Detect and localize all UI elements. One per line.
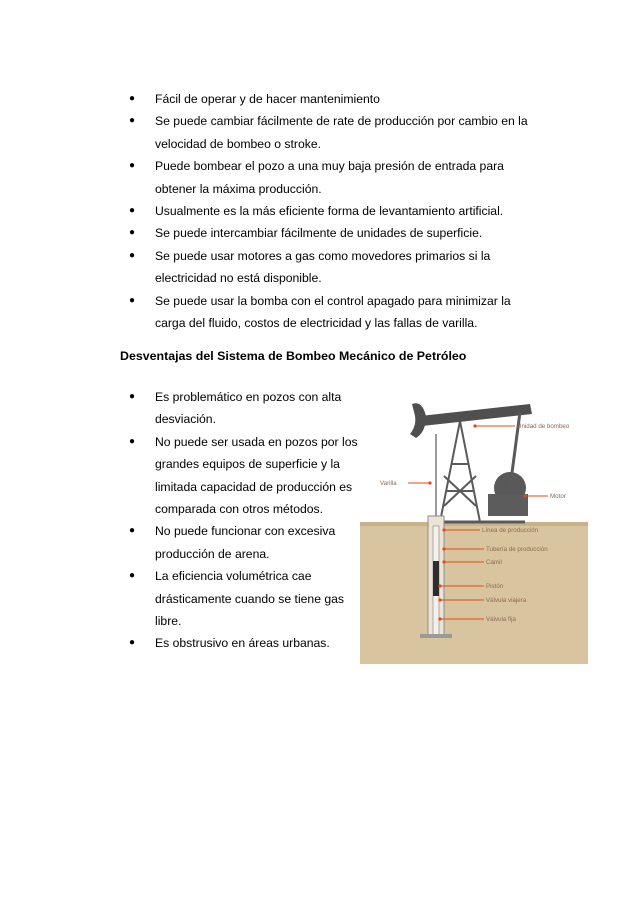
list-item [120,155,540,200]
well-bottom [420,634,452,638]
bullet-icon: ● [129,435,136,447]
disadvantages-list [120,386,360,655]
label-production-tubing: Tubería de producción [486,546,548,553]
list-item-text: No puede funcionar con excesiva producción de arena. [155,524,336,561]
bullet-icon: ● [129,294,136,306]
list-item-text: La eficiencia volumétrica cae drásticamente cuando se tiene gas libre. [155,569,345,629]
bullet-icon: ● [129,227,136,239]
section-heading: Desventajas del Sistema de Bombeo Mecánico de Petróleo [120,349,467,363]
soil-background [360,522,588,664]
bullet-icon: ● [129,637,136,649]
list-item-text: Se puede cambiar fácilmente de rate de producción por cambio en la velocidad de bombeo o stroke. [155,114,528,151]
list-item-text: Es obstrusivo en áreas urbanas. [155,636,330,651]
list-item [120,520,360,565]
label-rod: Varilla [380,480,397,487]
bullet-icon: ● [129,391,136,402]
bullet-icon: ● [129,205,136,217]
bullet-icon: ● [129,160,136,172]
list-item [120,245,540,290]
label-pump-unit: Unidad de bombeo [517,423,570,430]
bullet-icon: ● [129,93,136,104]
list-item [120,565,360,632]
label-production-line: Línea de producción [482,527,539,534]
list-item-text: Se puede usar la bomba con el control apagado para minimizar la carga del fluido, costos de electricidad y las fallas de varilla. [155,293,511,331]
list-item [120,110,540,155]
label-motor: Motor [550,493,566,500]
list-item-text: No puede ser usada en pozos por los grandes equipos de superficie y la limitada capacidad de producción es comparada con otros métodos. [155,434,358,517]
list-item-text: Puede bombear el pozo a una muy baja presión de entrada para obtener la máxima producción. [155,159,504,196]
label-casing: Camil [486,559,502,566]
list-item-text: Usualmente es la más eficiente forma de levantamiento artificial. [155,204,504,219]
list-item [120,632,360,654]
motor-block [488,494,528,516]
list-item [120,290,540,335]
list-item [120,222,540,244]
list-item-text: Se puede usar motores a gas como movedores primarios si la electricidad no está disponible. [155,248,491,286]
label-traveling-valve: Válvula viajera [486,597,527,604]
advantages-list [120,88,540,334]
list-item-text: Se puede intercambiar fácilmente de unidades de superficie. [155,226,483,241]
bullet-icon: ● [129,115,136,127]
pump-piston [433,561,439,596]
horse-head [410,403,426,438]
bullet-icon: ● [129,570,136,582]
pump-jack-diagram [360,376,588,664]
list-item [120,88,540,110]
pump-jack-illustration [360,376,588,664]
list-item [120,386,360,431]
list-item-text: Es problemático en pozos con alta desviación. [155,390,342,427]
label-piston: Pistón [486,583,504,590]
list-item-text: Fácil de operar y de hacer mantenimiento [155,92,380,106]
list-item [120,431,360,521]
bullet-icon: ● [129,525,136,537]
bullet-icon: ● [129,249,136,261]
list-item [120,200,540,222]
walking-beam [420,404,532,426]
label-standing-valve: Válvula fija [486,616,516,623]
